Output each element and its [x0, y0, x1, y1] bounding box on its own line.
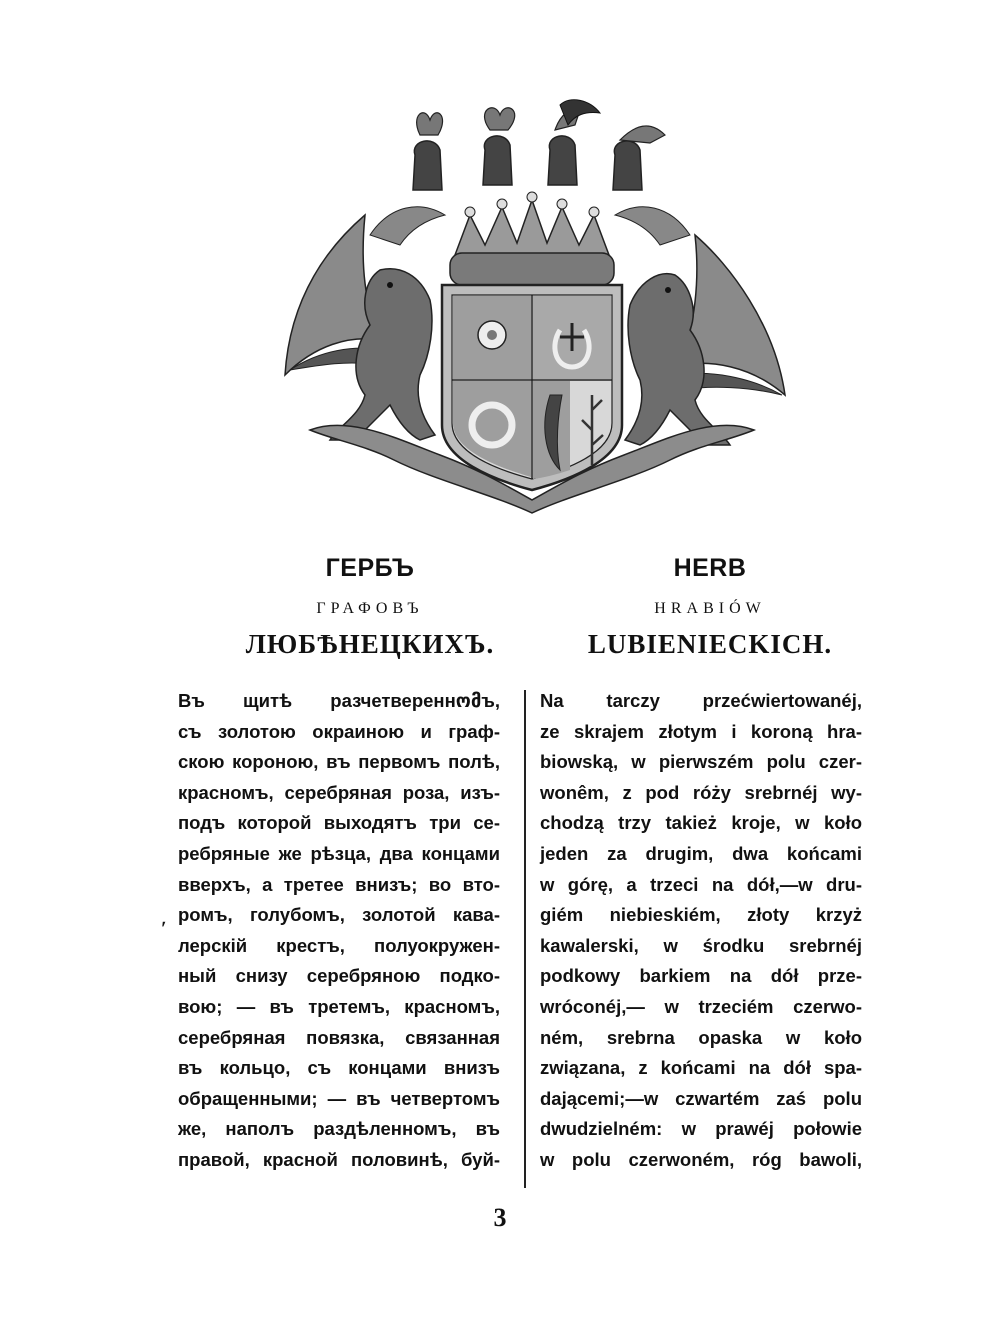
text-line: серебряная повязка, связанная — [178, 1026, 500, 1048]
left-subheading: ГРАФОВЪ — [316, 600, 424, 617]
text-line: dającemi;—w czwartém zaś polu — [540, 1087, 862, 1109]
text-line: ze skrajem złotym i koroną hra- — [540, 720, 862, 742]
text-line: ный снизу серебряною подко- — [178, 965, 500, 987]
text-line: вверхъ, а третее внизъ; во вто- — [178, 873, 500, 895]
left-heading-block — [200, 553, 540, 659]
helmets — [413, 136, 642, 190]
text-line: лерскій крестъ, полуокружен- — [178, 934, 500, 956]
text-line: jeden za drugim, dwa końcami — [540, 842, 862, 864]
text-line: wróconéj,— w trzeciém czerwo- — [540, 995, 862, 1017]
coat-of-arms-illustration — [270, 95, 790, 515]
column-divider — [524, 690, 526, 1188]
right-subheading: HRABIÓW — [654, 600, 766, 617]
right-heading: HERB — [673, 554, 747, 582]
text-line: Въ щитѣ разчетвереннომъ, — [178, 690, 500, 711]
text-line: biowską, w pierwszém polu czer- — [540, 751, 862, 773]
left-heading: ГЕРБЪ — [325, 554, 415, 582]
eagle-crest — [560, 100, 600, 125]
left-body-text — [178, 686, 500, 1176]
left-family-name: ЛЮБѢНЕЦКИХЪ. — [245, 629, 495, 659]
text-line: Na tarczy przećwiertowanéj, — [540, 690, 862, 711]
count-crown — [455, 200, 609, 255]
right-heading-block — [540, 553, 880, 659]
page-number: 3 — [493, 1203, 507, 1232]
text-line: правой, красной половинѣ, буй- — [178, 1148, 500, 1170]
text-line: wonêm, z pod róży srebrnéj wy- — [540, 781, 862, 803]
text-line: же, наполъ раздѣленномъ, въ — [178, 1118, 500, 1140]
text-line: w polu czerwoném, róg bawoli, — [540, 1148, 862, 1170]
text-line: ребряные же рѣзца, два концами — [178, 842, 500, 864]
text-line: ромъ, голубомъ, золотой кава- — [178, 904, 500, 926]
right-family-name: LUBIENIECKICH. — [587, 629, 833, 659]
text-line: красномъ, серебряная роза, изъ- — [178, 781, 500, 803]
text-line: вою; — въ третемъ, красномъ, — [178, 995, 500, 1017]
text-line: съ золотою окраиною и граф- — [178, 720, 500, 742]
text-line: w górę, a trzeci na dół,—w dru- — [540, 873, 862, 895]
right-body-text — [540, 686, 862, 1176]
text-line: ném, srebrna opaska w koło — [540, 1026, 862, 1048]
text-line: giém niebieskiém, złoty krzyż — [540, 904, 862, 926]
text-line: związana, z końcami na dół spa- — [540, 1057, 862, 1079]
text-line: dwudzielném: w prawéj połowie — [540, 1118, 862, 1140]
text-line: podkowy barkiem na dół prze- — [540, 965, 862, 987]
text-line: въ кольцо, съ концами внизъ — [178, 1057, 500, 1079]
text-line: скою короною, въ первомъ полѣ, — [178, 751, 500, 773]
margin-mark: ʹ — [161, 918, 167, 940]
text-line: kawalerski, w środku srebrnéj — [540, 934, 862, 956]
text-line: обращенными; — въ четвертомъ — [178, 1087, 500, 1109]
text-line: подъ которой выходятъ три се- — [178, 812, 500, 834]
helmet-crests — [417, 108, 665, 143]
text-line: chodzą trzy takież kroje, w koło — [540, 812, 862, 834]
